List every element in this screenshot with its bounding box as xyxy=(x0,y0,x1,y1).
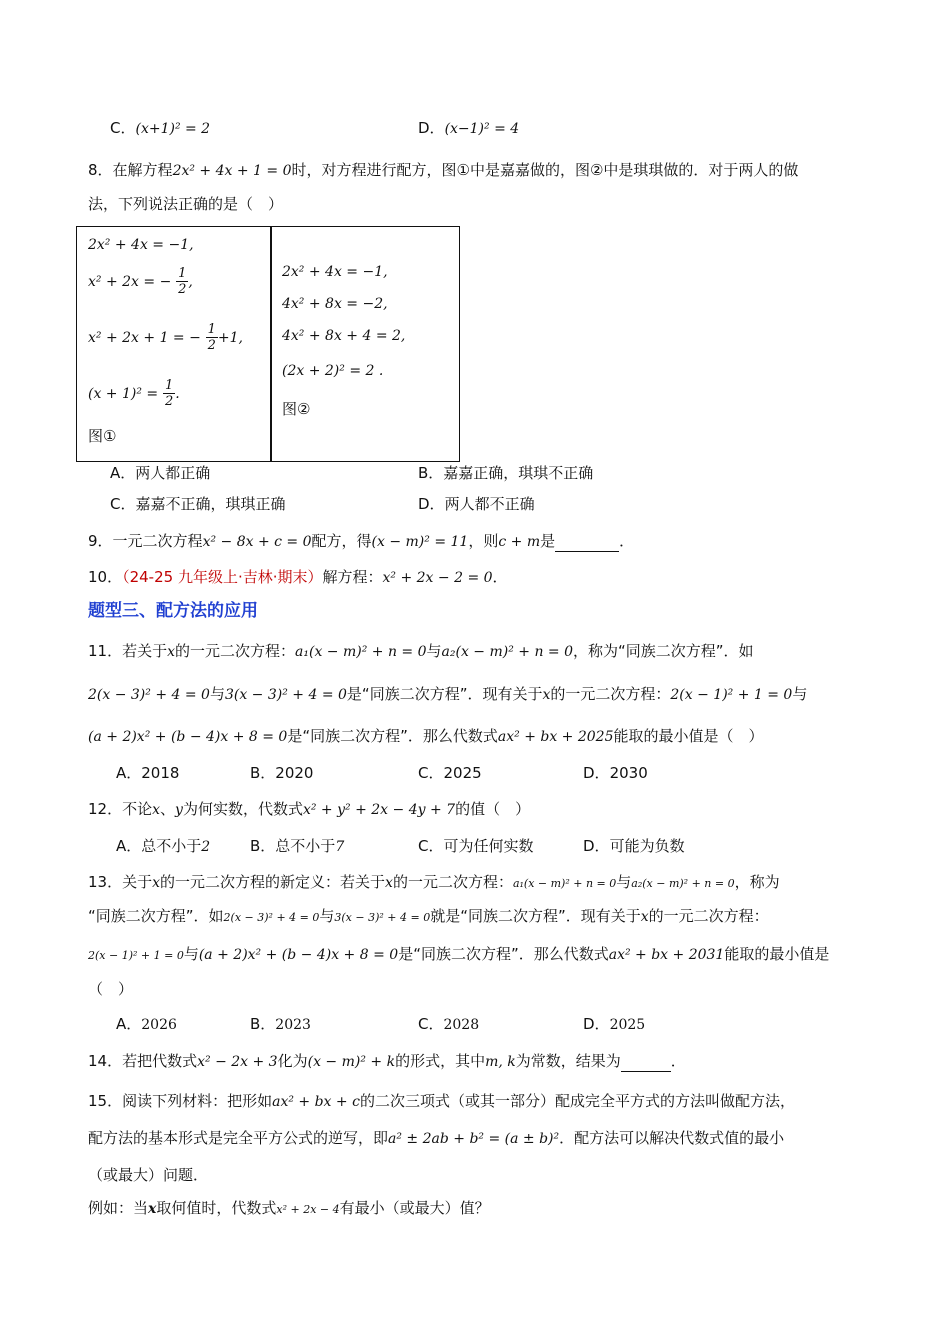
option-label: D． xyxy=(583,837,610,855)
stem-text: 为常数，结果为 xyxy=(515,1052,621,1070)
math-expr: 3(x − 3)² + 4 = 0 xyxy=(334,911,431,924)
question-number: 13． xyxy=(88,873,123,891)
math-expr: (x − m)² = 11 xyxy=(371,534,469,550)
option-text: 两人都正确 xyxy=(135,464,211,482)
math-expr: (a + 2)x² + (b − 4)x + 8 = 0 xyxy=(198,947,399,963)
question-number: 11． xyxy=(88,642,123,660)
option-text: 2025 xyxy=(443,764,482,782)
option-text: 嘉嘉不正确，琪琪正确 xyxy=(135,495,286,513)
stem-text: 就是“同族二次方程”．现有关于 xyxy=(430,907,641,925)
q10-stem xyxy=(88,567,508,588)
stem-text: 若把代数式 xyxy=(122,1052,198,1070)
option-text: 2018 xyxy=(141,764,180,782)
stem-text: 取何值时，代数式 xyxy=(156,1199,277,1217)
option-text: 可能为负数 xyxy=(609,837,685,855)
q13-line3 xyxy=(88,944,829,966)
q8-option-a xyxy=(110,463,210,483)
stem-text: ． xyxy=(670,1052,686,1070)
stem-text: 是“同族二次方程”．那么代数式 xyxy=(398,945,609,963)
option-label: D． xyxy=(418,495,445,513)
q15-line1 xyxy=(88,1091,795,1112)
option-label: C． xyxy=(110,119,136,137)
numerator: 1 xyxy=(207,322,216,337)
option-text: 2028 xyxy=(443,1017,480,1033)
stem-text: 法，下列说法正确的是（ ） xyxy=(88,195,284,213)
stem-text: 化为 xyxy=(277,1052,308,1070)
stem-text: 配方法的基本形式是完全平方公式的逆写，即 xyxy=(88,1129,389,1147)
option-label: A． xyxy=(116,837,142,855)
fig1-line3 xyxy=(88,322,243,353)
stem-text: ，则 xyxy=(468,532,499,550)
option-label: B． xyxy=(250,1015,276,1033)
stem-text: ． xyxy=(619,532,635,550)
q12-option-a xyxy=(116,836,210,857)
option-label: D． xyxy=(583,764,610,782)
option-label: A． xyxy=(116,1015,142,1033)
math-expr: x xyxy=(167,644,176,660)
q11-line2 xyxy=(88,684,807,705)
math-expr: x xyxy=(385,875,393,891)
math-expr: ax² + bx + 2031 xyxy=(608,947,725,963)
stem-text: 是“同族二次方程”．那么代数式 xyxy=(287,727,498,745)
option-label: D． xyxy=(418,119,445,137)
option-text: 2023 xyxy=(275,1017,311,1033)
math-expr: x² + 2x − 4 xyxy=(276,1203,340,1216)
denominator: 2 xyxy=(164,394,174,409)
source-tag: （24-25 九年级上·吉林·期末） xyxy=(122,568,323,586)
math-expr: a² ± 2ab + b² = (a ± b)² xyxy=(388,1131,560,1147)
stem-text: 是 xyxy=(540,532,556,550)
stem-text: 是“同族二次方程”．现有关于 xyxy=(346,685,543,703)
option-text: 2030 xyxy=(609,764,648,782)
math-expr: a₁(x − m)² + n = 0 xyxy=(295,644,427,660)
math-expr: a₂(x − m)² + n = 0 xyxy=(631,877,735,890)
stem-text: 时，对方程进行配方，图①中是嘉嘉做的，图②中是琪琪做的．对于两人的做 xyxy=(291,161,799,179)
stem-text: 的一元二次方程： xyxy=(550,685,671,703)
math-expr: 2(x − 1)² + 1 = 0 xyxy=(88,949,184,962)
stem-text: 的一元二次方程的新定义：若关于 xyxy=(160,873,386,891)
q12-option-d xyxy=(583,836,685,856)
question-number: 12． xyxy=(88,800,123,818)
stem-text: 与 xyxy=(183,945,199,963)
question-number: 15． xyxy=(88,1092,123,1110)
math-expr: ax² + bx + 2025 xyxy=(497,729,614,745)
stem-text: 的一元二次方程： xyxy=(648,907,769,925)
stem-text: 有最小（或最大）值？ xyxy=(339,1199,490,1217)
answer-blank[interactable] xyxy=(555,551,619,552)
math-expr: a₁(x − m)² + n = 0 xyxy=(512,877,617,890)
stem-text: ．配方法可以解决代数式值的最小 xyxy=(559,1129,785,1147)
math-expr: x xyxy=(542,687,551,703)
stem-text: 解方程： xyxy=(322,568,383,586)
option-text: 2020 xyxy=(275,764,314,782)
q11-option-a xyxy=(116,763,179,783)
math-expr: 7 xyxy=(335,839,345,855)
section-title: 题型三、配方法的应用 xyxy=(88,601,258,621)
math-expr: x xyxy=(148,1201,157,1217)
q13-line1 xyxy=(88,872,780,894)
q8-option-b xyxy=(418,463,593,483)
q7-option-d xyxy=(418,118,519,139)
stem-text: 为何实数，代数式 xyxy=(182,800,303,818)
stem-text: 的一元二次方程： xyxy=(175,642,296,660)
q8-option-c xyxy=(110,494,286,514)
q11-line3 xyxy=(88,726,764,747)
fig1-line1: 2x² + 4x = −1, xyxy=(88,237,194,253)
numerator: 1 xyxy=(178,266,187,281)
math-expr: , xyxy=(188,274,193,290)
option-text: 两人都不正确 xyxy=(444,495,535,513)
option-text: 总不小于 xyxy=(141,837,202,855)
option-label: B． xyxy=(250,764,276,782)
stem-text: 例如：当 xyxy=(88,1199,149,1217)
fig2-line4: (2x + 2)² = 2 . xyxy=(282,363,384,379)
math-expr: (x−1)² = 4 xyxy=(444,121,520,137)
option-text: 嘉嘉正确，琪琪不正确 xyxy=(443,464,594,482)
math-expr: . xyxy=(175,386,180,402)
q15-line3: （或最大）问题． xyxy=(88,1166,209,1184)
math-expr: x² − 2x + 3 xyxy=(197,1054,278,1070)
fig2-line2: 4x² + 8x = −2, xyxy=(282,296,388,312)
option-label: C． xyxy=(418,1015,444,1033)
fraction xyxy=(176,266,188,297)
math-expr: m, k xyxy=(485,1054,516,1070)
q14-stem xyxy=(88,1051,686,1072)
stem-text: 若关于 xyxy=(122,642,168,660)
fig2-line1: 2x² + 4x = −1, xyxy=(282,264,388,280)
stem-text: 不论 xyxy=(122,800,153,818)
math-expr: x xyxy=(640,909,649,925)
q15-line2 xyxy=(88,1128,784,1149)
stem-text: 与 xyxy=(616,873,632,891)
math-expr: (x+1)² = 2 xyxy=(135,121,211,137)
math-expr: x² + 2x + 1 = − xyxy=(88,330,201,346)
q11-line1 xyxy=(88,641,754,662)
fig2-line3: 4x² + 8x + 4 = 2, xyxy=(282,328,406,344)
math-expr: ax² + bx + c xyxy=(272,1094,360,1110)
denominator: 2 xyxy=(178,282,187,297)
math-expr: 2(x − 1)² + 1 = 0 xyxy=(670,687,793,703)
stem-text: 能取的最小值是 xyxy=(724,945,830,963)
math-expr: y xyxy=(175,802,183,818)
q13-option-c xyxy=(418,1014,479,1035)
fig1-line4 xyxy=(88,378,180,409)
math-expr: +1, xyxy=(217,330,243,346)
math-expr: (a + 2)x² + (b − 4)x + 8 = 0 xyxy=(88,729,288,745)
stem-text: 的一元二次方程： xyxy=(392,873,513,891)
math-expr: x xyxy=(152,802,161,818)
q13-option-d xyxy=(583,1014,645,1035)
stem-text: 的形式，其中 xyxy=(395,1052,486,1070)
numerator: 1 xyxy=(164,378,174,393)
denominator: 2 xyxy=(207,338,216,353)
q12-stem xyxy=(88,799,530,820)
option-label: B． xyxy=(250,837,276,855)
math-expr: 2(x − 3)² + 4 = 0 xyxy=(88,687,210,703)
stem-text: 在解方程 xyxy=(112,161,173,179)
question-number: 14． xyxy=(88,1052,123,1070)
stem-text: 与 xyxy=(319,907,335,925)
math-expr: x² + y² + 2x − 4y + 7 xyxy=(302,802,456,818)
fraction xyxy=(163,378,175,409)
fig1-line2 xyxy=(88,266,193,297)
option-label: C． xyxy=(110,495,136,513)
q12-option-b xyxy=(250,836,344,857)
option-label: C． xyxy=(418,837,444,855)
q13-line2 xyxy=(88,906,769,928)
q13-line4: （ ） xyxy=(88,980,134,998)
stem-text: ． xyxy=(492,568,508,586)
stem-text: “同族二次方程”．如 xyxy=(88,907,224,925)
q13-option-a xyxy=(116,1014,177,1035)
stem-text: 配方，得 xyxy=(311,532,372,550)
q8-option-d xyxy=(418,494,535,514)
option-label: C． xyxy=(418,764,444,782)
math-expr: x² + 2x − 2 = 0 xyxy=(382,570,493,586)
math-expr: 2(x − 3)² + 4 = 0 xyxy=(223,911,320,924)
math-expr: x xyxy=(152,875,161,891)
stem-text: ，称为 xyxy=(734,873,780,891)
option-label: A． xyxy=(116,764,142,782)
q11-option-b xyxy=(250,763,313,783)
math-expr: 3(x − 3)² + 4 = 0 xyxy=(224,687,347,703)
stem-text: 与 xyxy=(792,685,808,703)
math-expr: 2 xyxy=(201,839,211,855)
q12-option-c xyxy=(418,836,534,856)
stem-text: 关于 xyxy=(122,873,153,891)
math-expr: 2x² + 4x + 1 = 0 xyxy=(172,163,292,179)
option-text: 总不小于 xyxy=(275,837,336,855)
q11-option-d xyxy=(583,763,648,783)
stem-text: ，称为“同族二次方程”．如 xyxy=(573,642,754,660)
stem-text: 能取的最小值是（ ） xyxy=(613,727,764,745)
math-expr: (x − m)² + k xyxy=(307,1054,396,1070)
q15-line4 xyxy=(88,1198,490,1220)
option-text: 2026 xyxy=(141,1017,177,1033)
stem-text: 、 xyxy=(160,800,176,818)
option-text: 2025 xyxy=(609,1017,646,1033)
stem-text: 与 xyxy=(426,642,442,660)
stem-text: 一元二次方程 xyxy=(112,532,203,550)
stem-text: 阅读下列材料：把形如 xyxy=(122,1092,273,1110)
stem-text: 与 xyxy=(209,685,225,703)
question-number: 10． xyxy=(88,568,123,586)
q7-option-c xyxy=(110,118,210,139)
math-expr: x² − 8x + c = 0 xyxy=(202,534,312,550)
math-expr: x² + 2x = − xyxy=(88,274,172,290)
fraction xyxy=(206,322,218,353)
option-label: B． xyxy=(418,464,444,482)
q8-stem-line1 xyxy=(88,160,798,181)
question-number: 8． xyxy=(88,161,113,179)
fig2-caption: 图② xyxy=(282,400,311,418)
stem-text: 的值（ ） xyxy=(455,800,531,818)
question-number: 9． xyxy=(88,532,113,550)
math-expr: a₂(x − m)² + n = 0 xyxy=(441,644,574,660)
q13-option-b xyxy=(250,1014,311,1035)
math-expr: (x + 1)² = xyxy=(88,386,159,402)
option-text: 可为任何实数 xyxy=(443,837,534,855)
q11-option-c xyxy=(418,763,482,783)
q8-stem-line2 xyxy=(88,194,283,214)
fig1-caption: 图① xyxy=(88,427,117,445)
option-label: A． xyxy=(110,464,136,482)
q9-stem xyxy=(88,531,634,552)
stem-text: 的二次三项式（或其一部分）配成完全平方式的方法叫做配方法， xyxy=(359,1092,795,1110)
option-label: D． xyxy=(583,1015,610,1033)
answer-blank[interactable] xyxy=(621,1071,671,1072)
math-expr: c + m xyxy=(498,534,541,550)
